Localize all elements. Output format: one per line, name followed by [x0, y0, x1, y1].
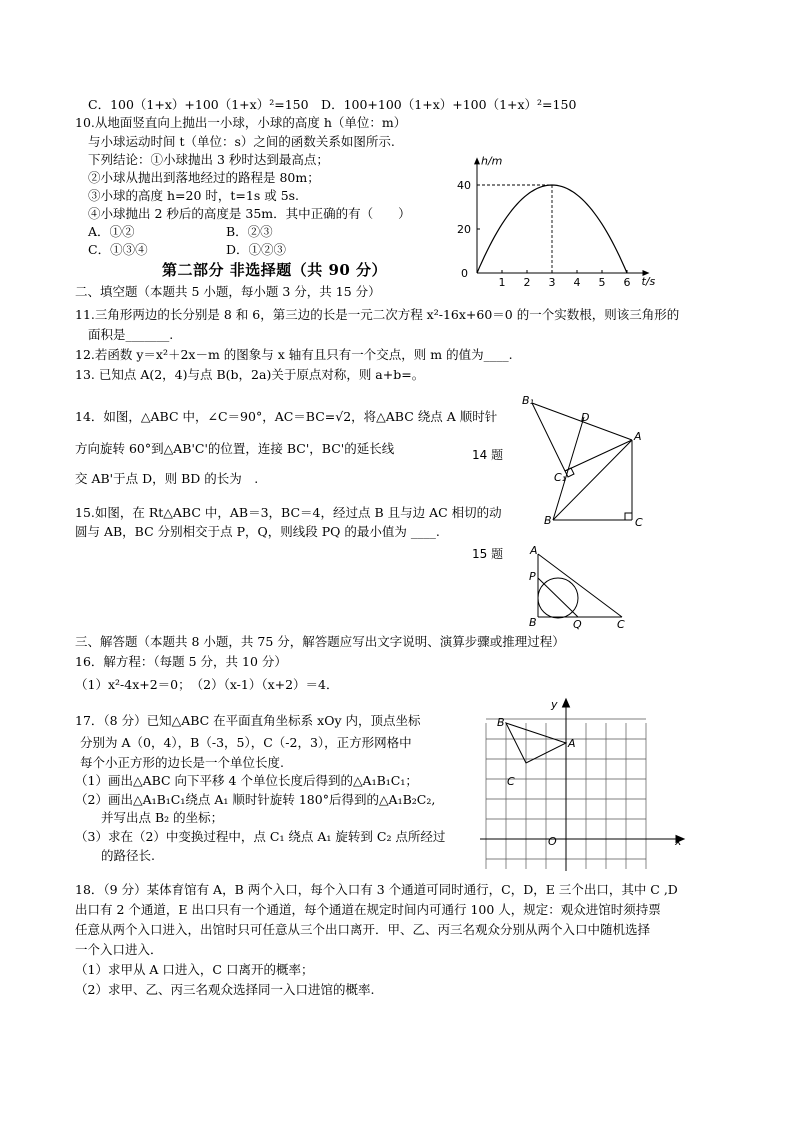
y-axis-label: h/m [481, 154, 503, 168]
q15-figure [470, 540, 640, 632]
q14-caption: 14 题 [472, 448, 504, 462]
x-tick-label: 1 [498, 276, 506, 289]
q17-label-b: B [497, 716, 505, 729]
q16-line-1: 16．解方程：（每题 5 分，共 10 分） [75, 654, 287, 669]
q15-caption: 15 题 [472, 547, 504, 561]
q18-line-2: 出口有 2 个通道，E 出口只有一个通道，每个通道在规定时间内可通行 100 人，规定：观众进馆时须持票 [75, 902, 661, 917]
q17-line-8: 的路径长. [101, 848, 155, 863]
x-tick-label: 2 [523, 276, 531, 289]
q14-line-2: 方向旋转 60°到△AB'C'的位置，连接 BC'，BC'的延长线 [75, 441, 395, 456]
q15-label-c: C [617, 618, 625, 631]
q17-line-7: （3）求在（2）中变换过程中，点 C₁ 绕点 A₁ 旋转到 C₂ 点所经过 [75, 829, 446, 844]
q17-line-5: （2）画出△A₁B₁C₁绕点 A₁ 顺时针旋转 180°后得到的△A₁B₂C₂, [75, 792, 436, 807]
series-line-h-vs-t [477, 185, 627, 273]
q15-line-2: 圆与 AB，BC 分别相交于点 P，Q，则线段 PQ 的最小值为 ____. [75, 524, 440, 539]
q10-line-5: ③小球的高度 h=20 时，t=1s 或 5s. [88, 188, 300, 203]
q18-line-6: （2）求甲、乙、丙三名观众选择同一入口进馆的概率. [75, 982, 375, 997]
q18-line-3: 任意从两个入口进入，出馆时只可任意从三个出口离开．甲、乙、丙三名观众分别从两个入口中随机选择 [75, 922, 651, 937]
x-tick-label: 5 [598, 276, 606, 289]
x-tick-label: 4 [573, 276, 581, 289]
q10-option-d: D．①②③ [226, 242, 287, 257]
section-two-heading: 二、填空题（本题共 5 小题，每小题 3 分，共 15 分） [75, 284, 381, 299]
q15-label-b: B [529, 616, 537, 629]
q10-line-1: 10.从地面竖直向上抛出一小球，小球的高度 h（单位：m） [75, 115, 407, 130]
q17-coordinate-grid [480, 693, 690, 873]
q10-line-6: ④小球抛出 2 秒后的高度是 35m．其中正确的有（ ） [88, 206, 411, 221]
q18-line-5: （1）求甲从 A 口进入，C 口离开的概率； [75, 962, 314, 977]
q17-label-x: x [675, 835, 682, 848]
q17-line-1: 17．（8 分）已知△ABC 在平面直角坐标系 xOy 内，顶点坐标 [75, 713, 421, 728]
x-tick-label: 3 [548, 276, 556, 289]
q13: 13. 已知点 A(2，4)与点 B(b，2a)关于原点对称，则 a+b=。 [75, 367, 425, 382]
q14-label-c: C [635, 516, 643, 529]
q14-figure [470, 393, 650, 533]
q15-line-1: 15.如图，在 Rt△ABC 中，AB＝3，BC＝4，经过点 B 且与边 AC 相切的动 [75, 505, 502, 520]
q14-label-a: A [634, 430, 642, 443]
vertex-guide [477, 185, 552, 273]
q17-label-y: y [551, 698, 558, 711]
q15-label-q: Q [573, 618, 582, 631]
q17-label-a: A [568, 737, 576, 750]
q18-line-1: 18．（9 分）某体育馆有 A，B 两个入口，每个入口有 3 个通道可同时通行，C，D，E 三个出口，其中 C ,D [75, 882, 678, 897]
x-axis-label: t/s [641, 275, 656, 288]
q11-line-2: 面积是_______. [88, 327, 174, 342]
q12: 12.若函数 y＝x²＋2x－m 的图象与 x 轴有且只有一个交点，则 m 的值为____. [75, 347, 513, 362]
q15-label-p: P [529, 570, 536, 583]
q14-label-b1: B₁ [522, 394, 534, 407]
q15-label-a: A [530, 544, 538, 557]
q10-line-3: 下列结论：①小球抛出 3 秒时达到最高点； [88, 152, 329, 167]
q9-options-cd: C．100（1+x）+100（1+x）²=150 D．100+100（1+x）+100（1+x）²=150 [88, 97, 577, 112]
q16-line-2: （1）x²-4x+2＝0； （2）（x-1）（x+2）＝4． [75, 677, 339, 692]
q17-line-4: （1）画出△ABC 向下平移 4 个单位长度后得到的△A₁B₁C₁； [75, 773, 418, 788]
q14-line-3: 交 AB'于点 D，则 BD 的长为 . [75, 471, 259, 486]
q10-option-c: C．①③④ [88, 242, 148, 257]
y-axis-arrow [474, 157, 480, 164]
x-tick-label: 6 [623, 276, 631, 289]
q14-label-b: B [544, 514, 552, 527]
q10-option-b: B．②③ [226, 224, 273, 239]
q17-label-origin: O [548, 835, 557, 848]
y-tick-label: 20 [457, 223, 471, 236]
q10-height-time-chart [455, 145, 670, 290]
q14-label-c1: C₁ [554, 471, 567, 484]
q10-line-4: ②小球从抛出到落地经过的路程是 80m； [88, 170, 320, 185]
q17-line-2: 分别为 A（0，4），B（-3，5），C（-2，3），正方形网格中 [80, 735, 412, 750]
q10-option-a: A．①② [88, 224, 135, 239]
q10-line-2: 与小球运动时间 t（单位：s）之间的函数关系如图所示. [88, 134, 395, 149]
q17-line-6: 并写出点 B₂ 的坐标； [101, 810, 224, 825]
q11-line-1: 11.三角形两边的长分别是 8 和 6，第三边的长是一元二次方程 x²-16x+60＝0 的一个实数根，则该三角形的 [75, 307, 680, 322]
q17-line-3: 每个小正方形的边长是一个单位长度. [80, 755, 284, 770]
q14-label-d: D [581, 411, 590, 424]
q14-line-1: 14．如图，△ABC 中，∠C＝90°，AC＝BC=√2，将△ABC 绕点 A 顺时针 [75, 409, 498, 424]
y-tick-label: 40 [457, 179, 471, 192]
origin-label: 0 [461, 267, 468, 280]
q18-line-4: 一个入口进入． [75, 942, 163, 957]
part-two-title: 第二部分 非选择题（共 90 分） [162, 261, 388, 279]
section-three-heading: 三、解答题（本题共 8 小题，共 75 分，解答题应写出文字说明、演算步骤或推理过程） [75, 634, 565, 649]
q17-label-c: C [507, 775, 515, 788]
